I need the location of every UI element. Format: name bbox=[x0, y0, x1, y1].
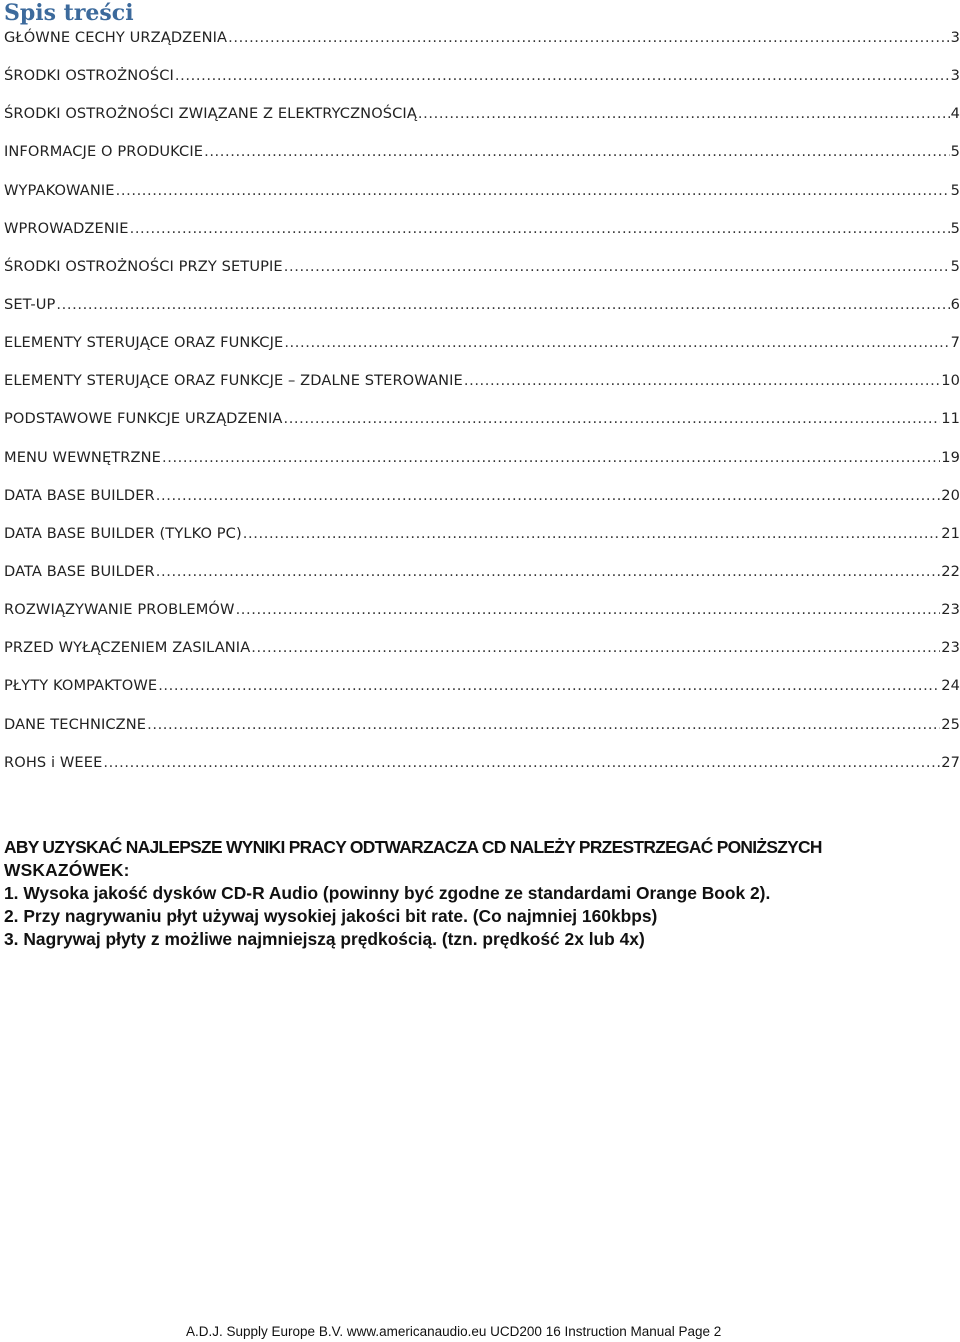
toc-entry[interactable] bbox=[4, 449, 960, 487]
toc-entry-title: ŚRODKI OSTROŻNOŚCI ZWIĄZANE Z ELEKTRYCZNOŚCIĄ bbox=[4, 105, 417, 123]
toc-entry-title: ELEMENTY STERUJĄCE ORAZ FUNKCJE bbox=[4, 334, 284, 352]
toc-entry-title: PRZED WYŁĄCZENIEM ZASILANIA bbox=[4, 639, 251, 657]
toc-entry[interactable] bbox=[4, 105, 960, 143]
toc-entry[interactable] bbox=[4, 372, 960, 410]
toc-leader-dots bbox=[147, 716, 940, 733]
toc-entry-page: 20 bbox=[941, 486, 960, 504]
toc-entry[interactable] bbox=[4, 487, 960, 525]
toc-entry-page: 5 bbox=[950, 143, 960, 161]
tip-item: 2. Przy nagrywaniu płyt używaj wysokiej jakości bit rate. (Co najmniej 160kbps) bbox=[4, 906, 658, 926]
toc-leader-dots bbox=[204, 143, 950, 160]
toc-entry-page: 7 bbox=[950, 334, 960, 352]
toc-entry-title: ROHS i WEEE bbox=[4, 753, 103, 771]
toc-entry-page: 25 bbox=[941, 715, 960, 733]
toc-entry-title: DATA BASE BUILDER bbox=[4, 562, 155, 580]
tip-item: 1. Wysoka jakość dysków CD-R Audio (powinny być zgodne ze standardami Orange Book 2). bbox=[4, 883, 771, 903]
toc-entry-title: GŁÓWNE CECHY URZĄDZENIA bbox=[4, 29, 228, 46]
cd-recording-tips bbox=[4, 836, 954, 951]
toc-entry-title: ROZWIĄZYWANIE PROBLEMÓW bbox=[4, 601, 235, 619]
toc-leader-dots bbox=[243, 525, 940, 542]
toc-entry-title: ŚRODKI OSTROŻNOŚCI PRZY SETUPIE bbox=[4, 257, 283, 275]
toc-entry-page: 5 bbox=[950, 219, 960, 237]
toc-leader-dots bbox=[130, 220, 950, 237]
toc-leader-dots bbox=[418, 105, 950, 122]
toc-leader-dots bbox=[251, 639, 940, 656]
page-footer: A.D.J. Supply Europe B.V. www.americanaudio.eu UCD200 16 Instruction Manual Page 2 bbox=[186, 1324, 722, 1339]
toc-entry-page: 4 bbox=[950, 105, 960, 123]
toc-entry[interactable] bbox=[4, 410, 960, 448]
toc-entry-title: MENU WEWNĘTRZNE bbox=[4, 448, 161, 466]
toc-entry-title: INFORMACJE O PRODUKCIE bbox=[4, 143, 204, 161]
toc-leader-dots bbox=[158, 677, 940, 694]
toc-entry-title: ELEMENTY STERUJĄCE ORAZ FUNKCJE – ZDALNE STEROWANIE bbox=[4, 372, 463, 390]
toc-entry-page: 5 bbox=[950, 181, 960, 199]
toc-leader-dots bbox=[162, 449, 940, 466]
toc-entry-page: 19 bbox=[941, 448, 960, 466]
toc-entry-title: WPROWADZENIE bbox=[4, 219, 129, 237]
toc-entry[interactable] bbox=[4, 67, 960, 105]
toc-entry-page: 10 bbox=[941, 372, 960, 390]
toc-leader-dots bbox=[56, 296, 949, 313]
toc-entry-page: 22 bbox=[941, 562, 960, 580]
toc-entry-page: 24 bbox=[941, 677, 960, 695]
toc-entry[interactable] bbox=[4, 677, 960, 715]
toc-leader-dots bbox=[464, 372, 940, 389]
tips-heading: ABY UZYSKAĆ NAJLEPSZE WYNIKI PRACY ODTWARZACZA CD NALEŻY PRZESTRZEGAĆ PONIŻSZYCH bbox=[4, 837, 822, 857]
tips-heading-continued: WSKAZÓWEK: bbox=[4, 860, 130, 880]
toc-entry-title: ŚRODKI OSTROŻNOŚCI bbox=[4, 67, 174, 85]
toc-leader-dots bbox=[283, 410, 940, 427]
toc-entry[interactable] bbox=[4, 563, 960, 601]
toc-entry[interactable] bbox=[4, 143, 960, 181]
toc-leader-dots bbox=[284, 258, 950, 275]
toc-entry-page: 11 bbox=[941, 410, 960, 428]
toc-entry-page: 23 bbox=[941, 601, 960, 619]
toc-entry-page: 27 bbox=[941, 753, 960, 771]
table-of-contents bbox=[4, 29, 960, 792]
toc-entry-title: WYPAKOWANIE bbox=[4, 181, 115, 199]
toc-entry-title: PODSTAWOWE FUNKCJE URZĄDZENIA bbox=[4, 410, 283, 428]
toc-entry[interactable] bbox=[4, 182, 960, 220]
toc-entry-title: DATA BASE BUILDER (TYLKO PC) bbox=[4, 524, 242, 542]
toc-entry[interactable] bbox=[4, 220, 960, 258]
toc-leader-dots bbox=[236, 601, 941, 618]
toc-entry-page: 3 bbox=[950, 29, 960, 46]
toc-entry[interactable] bbox=[4, 525, 960, 563]
toc-entry-title: PŁYTY KOMPAKTOWE bbox=[4, 677, 158, 695]
toc-leader-dots bbox=[103, 754, 940, 771]
toc-leader-dots bbox=[156, 563, 940, 580]
toc-entry[interactable] bbox=[4, 258, 960, 296]
toc-entry[interactable] bbox=[4, 296, 960, 334]
toc-leader-dots bbox=[116, 182, 950, 199]
toc-entry[interactable] bbox=[4, 601, 960, 639]
tip-item: 3. Nagrywaj płyty z możliwe najmniejszą prędkością. (tzn. prędkość 2x lub 4x) bbox=[4, 929, 645, 949]
toc-entry-page: 5 bbox=[950, 257, 960, 275]
toc-entry-page: 23 bbox=[941, 639, 960, 657]
toc-entry-title: DANE TECHNICZNE bbox=[4, 715, 147, 733]
toc-entry[interactable] bbox=[4, 754, 960, 792]
toc-entry[interactable] bbox=[4, 639, 960, 677]
toc-leader-dots bbox=[228, 29, 950, 46]
toc-title: Spis treści bbox=[4, 0, 134, 26]
toc-entry-page: 3 bbox=[950, 67, 960, 85]
toc-leader-dots bbox=[284, 334, 949, 351]
toc-entry-page: 6 bbox=[950, 295, 960, 313]
toc-leader-dots bbox=[156, 487, 940, 504]
toc-entry[interactable] bbox=[4, 716, 960, 754]
toc-entry-title: SET-UP bbox=[4, 295, 56, 313]
toc-leader-dots bbox=[175, 67, 950, 84]
toc-entry[interactable] bbox=[4, 334, 960, 372]
toc-entry-title: DATA BASE BUILDER bbox=[4, 486, 155, 504]
toc-entry[interactable] bbox=[4, 29, 960, 67]
toc-entry-page: 21 bbox=[941, 524, 960, 542]
